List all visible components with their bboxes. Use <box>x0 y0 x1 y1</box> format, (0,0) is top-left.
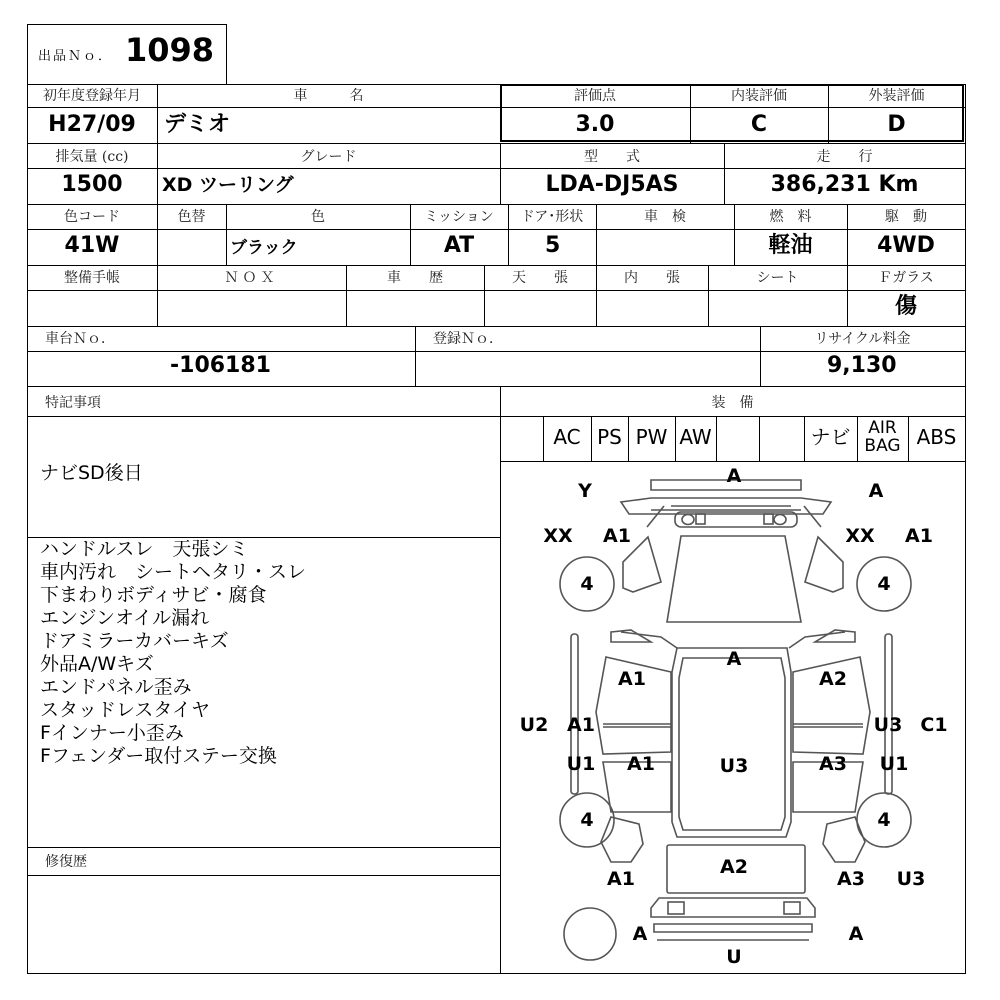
mark-r-sill: U1 <box>879 753 909 775</box>
exterior-value: D <box>887 112 906 137</box>
mark-r-pillar: U3 <box>873 714 903 736</box>
mark-fr-tire: 4 <box>877 573 891 595</box>
mark-l-pillar: U2 <box>519 714 549 736</box>
note-line: スタッドレスタイヤ <box>40 699 211 721</box>
drive-label: 駆 動 <box>885 209 927 225</box>
note-line: 外品A/Wキズ <box>40 653 154 675</box>
equipment-ps: PS <box>597 425 622 449</box>
lot-label: 出品Ｎｏ． <box>38 49 114 64</box>
reg-label: 登録Ｎｏ． <box>433 331 503 347</box>
note-line: ハンドルスレ 天張シミ <box>40 538 249 560</box>
score-label: 評価点 <box>574 88 616 104</box>
repaint-label: 色替 <box>177 209 206 225</box>
mark-rear-bottom: U <box>726 946 742 968</box>
note-line: エンジンオイル漏れ <box>40 607 210 629</box>
equipment-abs: ABS <box>916 425 957 449</box>
inspection-label: 車 検 <box>644 209 686 225</box>
mark-r-pillar2: C1 <box>920 714 948 736</box>
note-line: 車内汚れ シートヘタリ・スレ <box>40 561 307 583</box>
interior-label: 内装評価 <box>731 88 787 104</box>
color-value: ブラック <box>230 238 298 258</box>
glass-value: 傷 <box>894 294 917 319</box>
door-label: ドア･形状 <box>520 209 584 225</box>
equipment-label: 装 備 <box>711 395 754 411</box>
exterior-label: 外装評価 <box>868 88 925 104</box>
grade-value: XD ツーリング <box>162 174 294 196</box>
note-line: エンドパネル歪み <box>40 676 192 698</box>
lot-number: 1098 <box>125 31 215 69</box>
note-line: 下まわりボディサビ・腐食 <box>40 584 267 606</box>
mark-l-front-door: A1 <box>618 668 646 690</box>
recycle-value: 9,130 <box>827 353 897 378</box>
mark-r-front-door: A2 <box>819 668 847 690</box>
year-label: 初年度登録年月 <box>43 88 141 104</box>
mission-value: AT <box>443 233 475 258</box>
chassis-label: 車台Ｎｏ． <box>45 331 115 347</box>
name-label: 車 名 <box>293 88 364 104</box>
lot-box <box>27 24 227 85</box>
door-value: 5 <box>545 233 561 258</box>
chassis-value: -106181 <box>170 353 271 378</box>
mark-rl-tire: 4 <box>580 809 594 831</box>
mark-l-sill: U1 <box>566 753 596 775</box>
equipment-aw: AW <box>679 425 712 449</box>
roof-label: 天 張 <box>512 270 568 286</box>
color-label: 色 <box>311 209 325 225</box>
mark-r-rear-bumper: A <box>848 923 864 945</box>
interior-value: C <box>750 112 768 137</box>
glass-label: Ｆガラス <box>878 270 934 286</box>
score-value: 3.0 <box>575 112 615 137</box>
name-value: デミオ <box>164 112 231 137</box>
mark-fl-tire: 4 <box>580 573 594 595</box>
grade-label: グレード <box>300 149 357 165</box>
mark-l-pillar2: A1 <box>567 714 595 736</box>
nox-label: ＮＯＸ <box>224 270 279 286</box>
model-value: LDA-DJ5AS <box>545 172 679 197</box>
mark-front-bumper: A <box>726 465 742 487</box>
model-label: 型 式 <box>584 149 640 165</box>
mark-center: U3 <box>719 755 749 777</box>
color-code-value: 41W <box>64 233 120 258</box>
mark-rear-glass: A2 <box>720 856 748 878</box>
history-label: 車 歴 <box>387 270 443 286</box>
equipment-navi: ナビ <box>810 425 851 449</box>
mileage-label: 走 行 <box>816 149 873 165</box>
mark-fr-corner: A <box>868 480 884 502</box>
color-code-label: 色コード <box>64 209 120 225</box>
manual-label: 整備手帳 <box>64 270 120 286</box>
mark-l-rear-fender: A1 <box>607 868 635 890</box>
mark-roof: A <box>726 648 742 670</box>
year-value: H27/09 <box>48 112 136 137</box>
interior-trim-label: 内 張 <box>624 270 680 286</box>
mileage-value: 386,231 Km <box>770 172 919 197</box>
mark-fl-fender-b: A1 <box>603 525 631 547</box>
fuel-label: 燃 料 <box>769 209 812 225</box>
mark-fl-corner: Y <box>578 480 592 502</box>
mark-r-rear-corner: U3 <box>896 868 926 890</box>
mark-l-rear-bumper: A <box>632 923 648 945</box>
mark-fl-fender-a: XX <box>543 525 573 547</box>
mark-fr-fender-a: XX <box>845 525 875 547</box>
recycle-label: リサイクル料金 <box>814 331 911 347</box>
note-line: Fフェンダー取付ステー交換 <box>40 745 277 767</box>
fuel-value: 軽油 <box>768 233 813 258</box>
mark-r-rear-fender: A3 <box>837 868 865 890</box>
mark-r-rear-door: A3 <box>819 753 847 775</box>
seat-label: シート <box>756 270 799 286</box>
drive-value: 4WD <box>877 233 935 258</box>
note-line: ドアミラーカバーキズ <box>40 630 229 652</box>
equipment-ac: AC <box>553 425 581 449</box>
notes-label: 特記事項 <box>45 395 101 411</box>
mark-l-rear-door: A1 <box>627 753 655 775</box>
cc-label: 排気量 (cc) <box>55 149 129 165</box>
mark-fr-fender-b: A1 <box>905 525 933 547</box>
equipment-pw: PW <box>635 425 668 449</box>
cc-value: 1500 <box>61 172 123 197</box>
equipment-airbag: AIR BAG <box>864 418 901 456</box>
note-line: Fインナー小歪み <box>40 722 184 744</box>
notes-top: ナビSD後日 <box>40 462 143 484</box>
mission-label: ミッション <box>424 209 494 225</box>
mark-rr-tire: 4 <box>877 809 891 831</box>
repair-label: 修復歴 <box>45 854 87 870</box>
